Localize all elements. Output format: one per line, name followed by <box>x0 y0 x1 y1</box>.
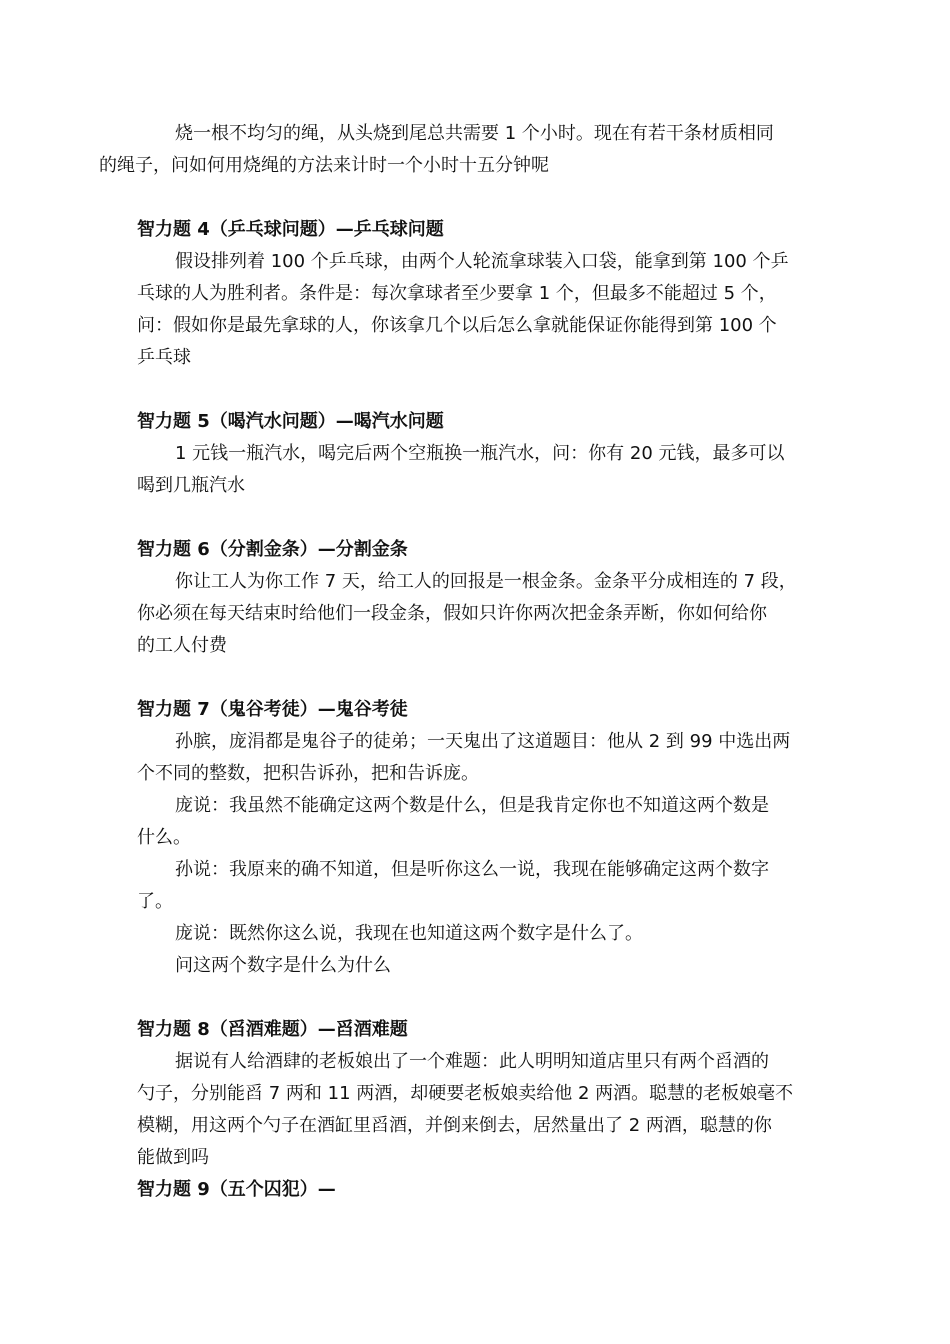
text-line: 孙说：我原来的确不知道，但是听你这么一说，我现在能够确定这两个数字 <box>175 859 769 880</box>
text-line: 假设排列着 100 个乒乓球，由两个人轮流拿球装入口袋，能拿到第 100 个乒 <box>175 251 789 272</box>
section-4 <box>137 214 817 374</box>
section-7 <box>137 694 817 982</box>
text-line: 什么。 <box>137 827 191 848</box>
section-paragraph <box>137 438 817 502</box>
text-line: 了。 <box>137 891 173 912</box>
section-heading: 智力题 5（喝汽水问题）—喝汽水问题 <box>137 411 444 432</box>
text-line: 乒乓球 <box>137 347 191 368</box>
document-page <box>99 118 817 1206</box>
section-heading: 智力题 6（分割金条）—分割金条 <box>137 539 408 560</box>
text-line: 个不同的整数，把积告诉孙，把和告诉庞。 <box>137 763 479 784</box>
intro-line-2: 的绳子，问如何用烧绳的方法来计时一个小时十五分钟呢 <box>99 155 549 176</box>
text-line: 你必须在每天结束时给他们一段金条，假如只许你两次把金条弄断，你如何给你 <box>137 603 767 624</box>
section-paragraph <box>137 1046 817 1174</box>
section-heading: 智力题 7（鬼谷考徒）—鬼谷考徒 <box>137 699 408 720</box>
text-line: 据说有人给酒肆的老板娘出了一个难题：此人明明知道店里只有两个舀酒的 <box>175 1051 769 1072</box>
text-line: 庞说：我虽然不能确定这两个数是什么，但是我肯定你也不知道这两个数是 <box>175 795 769 816</box>
text-line: 的工人付费 <box>137 635 227 656</box>
section-paragraph <box>137 950 817 982</box>
text-line: 问这两个数字是什么为什么 <box>175 955 391 976</box>
text-line: 问：假如你是最先拿球的人，你该拿几个以后怎么拿就能保证你能得到第 100 个 <box>137 315 777 336</box>
text-line: 庞说：既然你这么说，我现在也知道这两个数字是什么了。 <box>175 923 643 944</box>
section-heading: 智力题 8（舀酒难题）—舀酒难题 <box>137 1019 408 1040</box>
section-paragraph <box>137 566 817 662</box>
text-line: 勺子，分别能舀 7 两和 11 两酒，却硬要老板娘卖给他 2 两酒。聪慧的老板娘毫不 <box>137 1083 794 1104</box>
section-5 <box>137 406 817 502</box>
section-paragraph <box>137 246 817 374</box>
text-line: 能做到吗 <box>137 1147 209 1168</box>
section-6 <box>137 534 817 662</box>
section-paragraph <box>137 854 817 918</box>
section-paragraph <box>137 790 817 854</box>
text-line: 喝到几瓶汽水 <box>137 475 245 496</box>
section-paragraph <box>137 918 817 950</box>
section-paragraph <box>137 726 817 790</box>
section-8 <box>137 1014 817 1174</box>
section-heading: 智力题 9（五个囚犯）— <box>137 1179 336 1200</box>
text-line: 孙膑，庞涓都是鬼谷子的徒弟；一天鬼出了这道题目：他从 2 到 99 中选出两 <box>175 731 791 752</box>
text-line: 你让工人为你工作 7 天，给工人的回报是一根金条。金条平分成相连的 7 段， <box>175 571 797 592</box>
section-9 <box>137 1174 817 1206</box>
text-line: 乓球的人为胜利者。条件是：每次拿球者至少要拿 1 个，但最多不能超过 5 个， <box>137 283 777 304</box>
intro-paragraph <box>99 118 817 182</box>
text-line: 1 元钱一瓶汽水，喝完后两个空瓶换一瓶汽水，问：你有 20 元钱，最多可以 <box>175 443 785 464</box>
section-heading: 智力题 4（乒乓球问题）—乒乓球问题 <box>137 219 444 240</box>
intro-line-1: 烧一根不均匀的绳，从头烧到尾总共需要 1 个小时。现在有若干条材质相同 <box>175 123 774 144</box>
text-line: 模糊，用这两个勺子在酒缸里舀酒，并倒来倒去，居然量出了 2 两酒，聪慧的你 <box>137 1115 772 1136</box>
